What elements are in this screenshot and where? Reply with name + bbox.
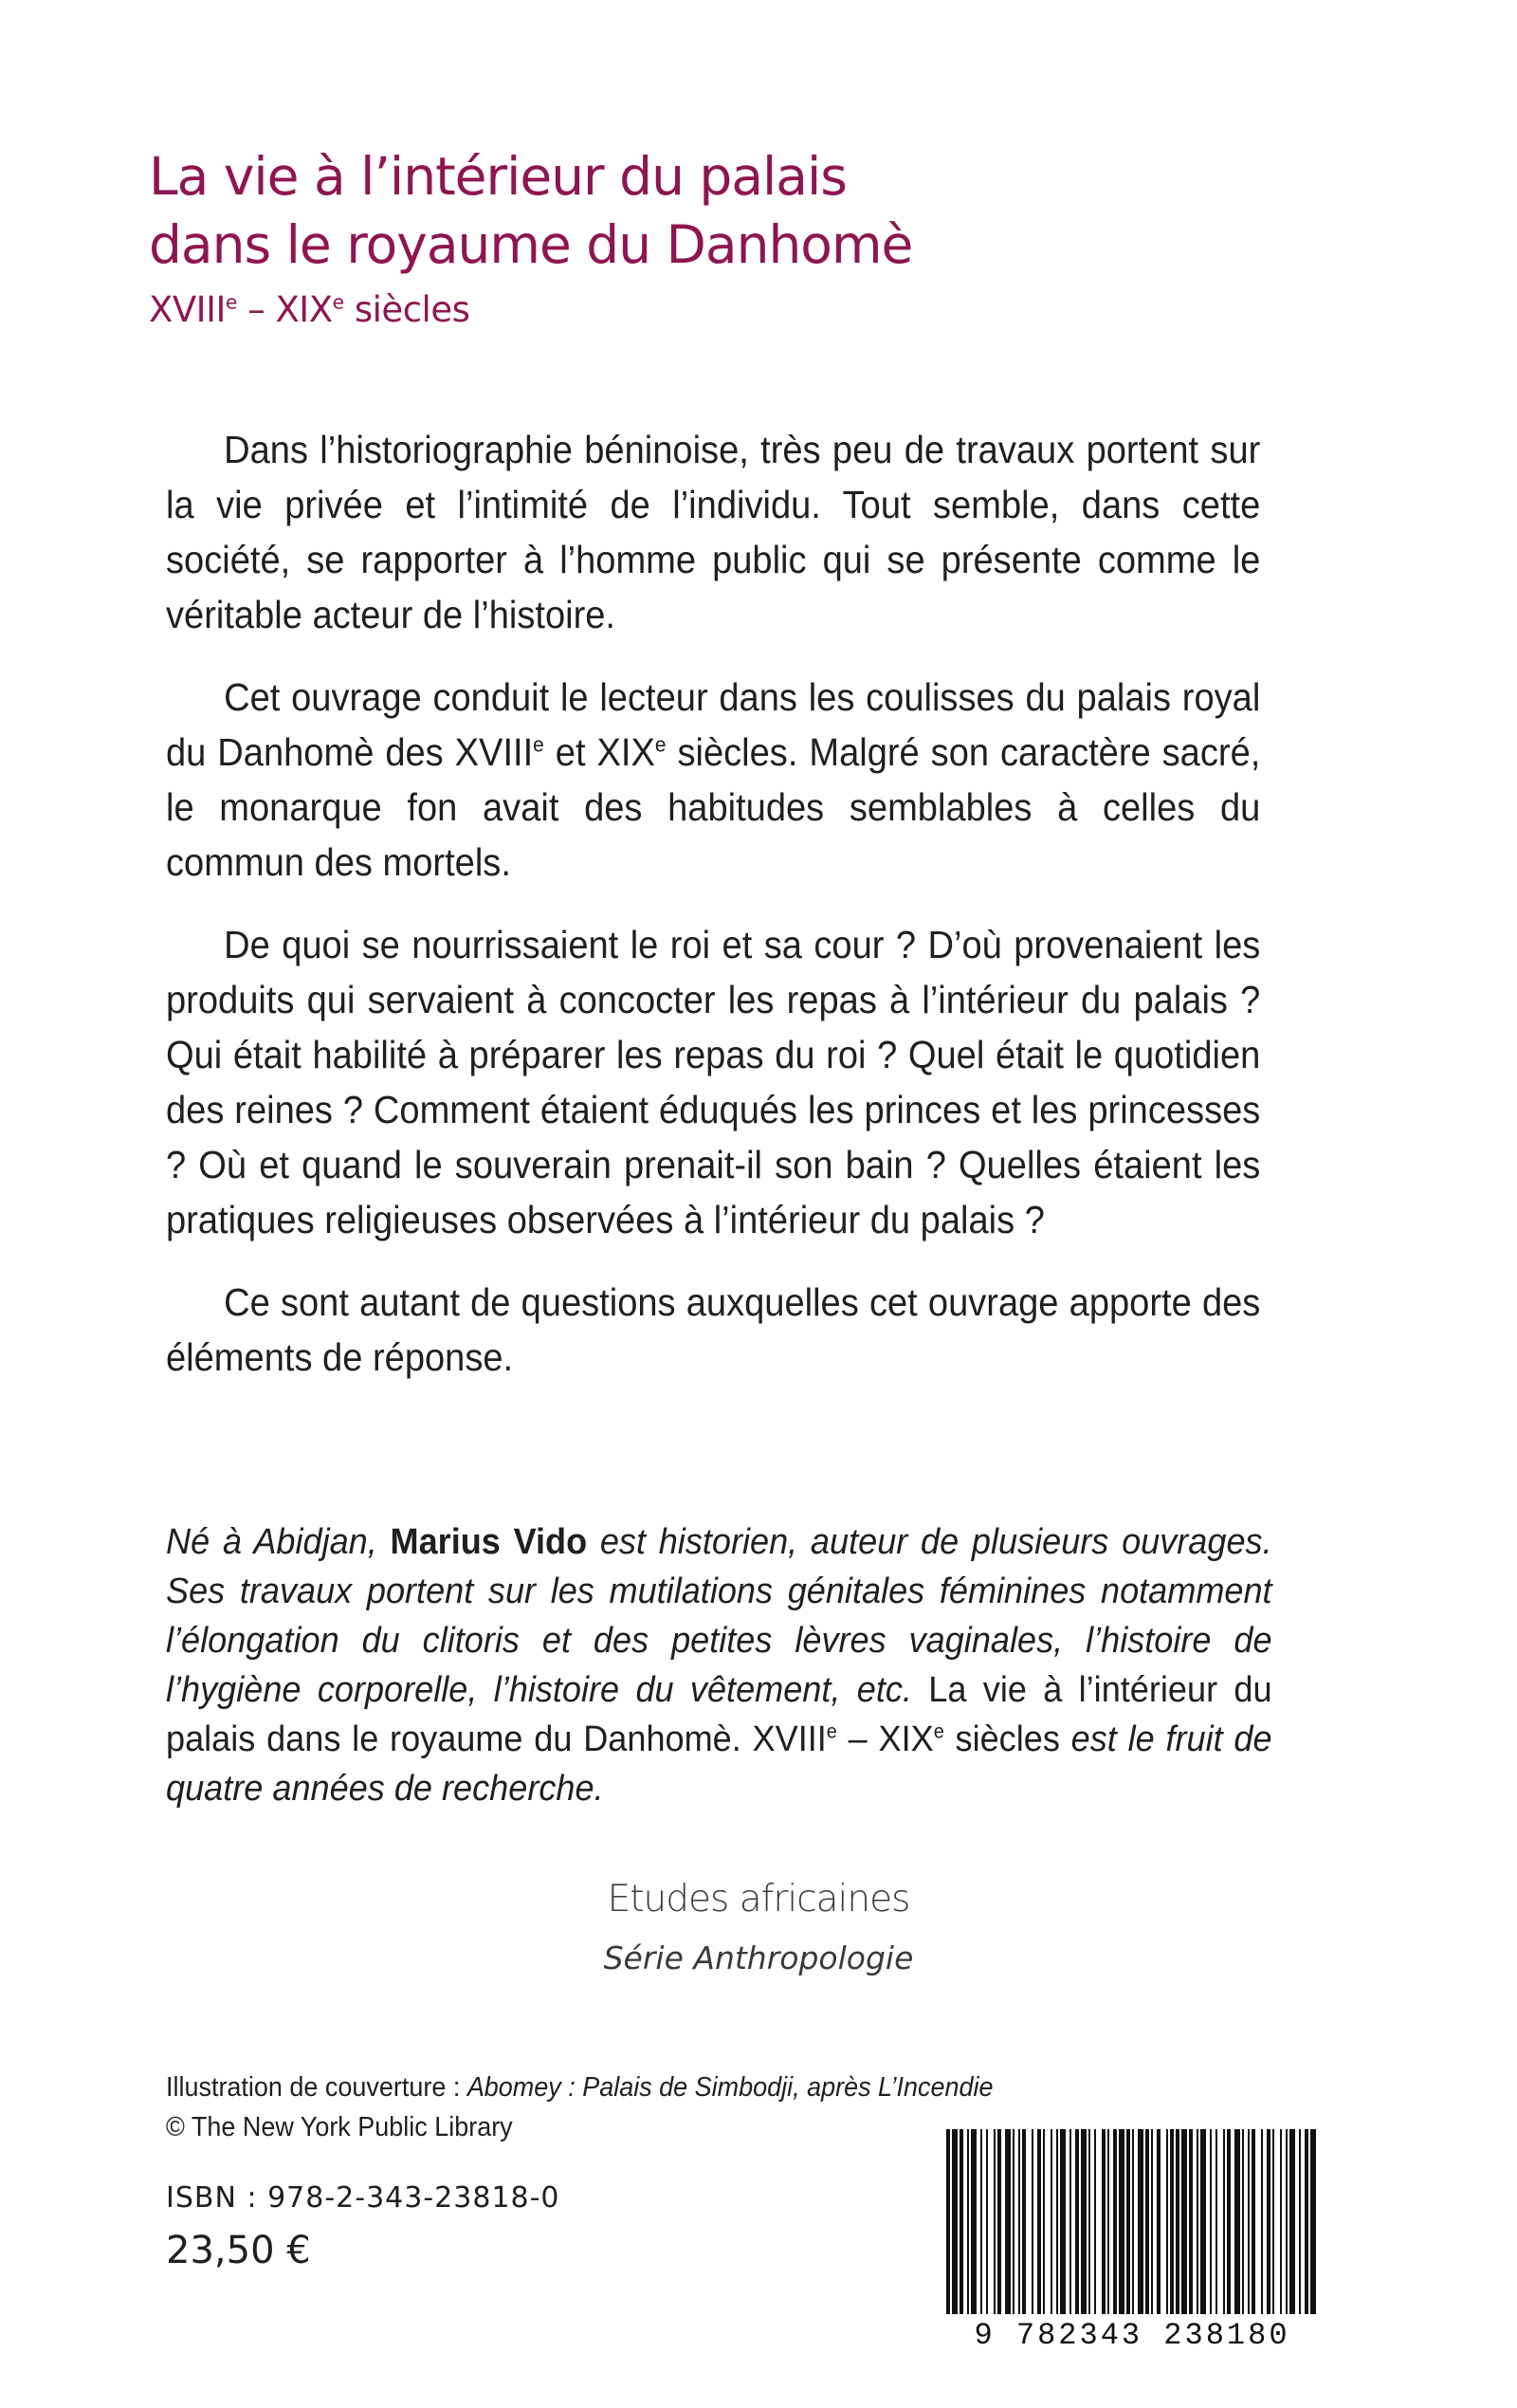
barcode-bar	[971, 2129, 977, 2314]
bio-book-title: La vie à l’intérieur du palais dans le royaume du Danhomè. XVIII	[166, 1670, 1272, 1759]
barcode-bar	[1176, 2129, 1179, 2314]
barcode-bar	[1107, 2129, 1109, 2314]
credit-label: Illustration de couverture :	[166, 2072, 467, 2103]
barcode-bar	[1102, 2129, 1106, 2314]
barcode-bar	[1037, 2129, 1041, 2314]
barcode-bar	[1032, 2129, 1033, 2314]
text-run: et XIX	[543, 730, 655, 774]
barcode-bar	[1113, 2129, 1117, 2314]
superscript: e	[826, 1720, 837, 1743]
blurb-paragraph-4: Ce sont autant de questions auxquelles cet ouvrage apporte des éléments de réponse.	[166, 1280, 1261, 1379]
barcode-bar	[1215, 2129, 1217, 2314]
cover-credits	[166, 2068, 994, 2147]
barcode-bar	[1170, 2129, 1174, 2314]
barcode-bar	[1299, 2129, 1301, 2314]
barcode-bar	[946, 2129, 950, 2314]
barcode-bar	[997, 2129, 1001, 2314]
bio-text: est historien, auteur de plusieurs ouvrages. Ses travaux portent sur les mutilations génitales féminines notamment l’élongation du clitoris et des petites lèvres vaginales, l’histoire de l’hygiène corporelle, l’histoire du vêtement, etc.	[166, 1522, 1272, 1710]
price: 23,50 €	[166, 2229, 311, 2272]
barcode-bar	[1132, 2129, 1134, 2314]
superscript: e	[654, 732, 667, 757]
text-run: Cet ouvrage conduit le lecteur dans les coulisses du palais royal du Danhomè des XVIII	[166, 675, 1261, 774]
barcode-bar	[1138, 2129, 1143, 2314]
barcode-bar	[1272, 2129, 1274, 2314]
barcode-bar	[1227, 2129, 1231, 2314]
barcode-bar	[1189, 2129, 1193, 2314]
barcode-bar	[1248, 2129, 1250, 2314]
barcode-bar	[986, 2129, 988, 2314]
subtitle-part: XVIII	[149, 289, 226, 330]
subtitle-part: – XIX	[236, 289, 333, 330]
barcode-bar	[1069, 2129, 1071, 2314]
subtitle-part: siècles	[343, 289, 470, 330]
bio-text: est le fruit de quatre années de recherche.	[166, 1719, 1272, 1809]
illustration-credit	[166, 2068, 994, 2107]
barcode-bar	[1200, 2129, 1206, 2314]
barcode-bar	[1013, 2129, 1014, 2314]
barcode-bar	[1210, 2129, 1212, 2314]
barcode-bar	[1286, 2129, 1288, 2314]
barcode-bar	[1242, 2129, 1244, 2314]
bio-book-title: – XIX	[836, 1719, 934, 1759]
barcode-bar	[1126, 2129, 1130, 2314]
barcode-bar	[1119, 2129, 1124, 2314]
barcode-bar	[980, 2129, 982, 2314]
book-subtitle	[149, 289, 469, 330]
barcode-bar	[1234, 2129, 1240, 2314]
blurb-paragraph-2	[166, 670, 1260, 890]
barcode-bar	[952, 2129, 958, 2314]
barcode-bar	[1157, 2129, 1161, 2314]
blurb-paragraph-1: Dans l’historiographie béninoise, très peu de travaux portent sur la vie privée et l’intimité de l’individu. Tout semble, dans cette société, se rapporter à l’homme public qui se présente comme le véritable acteur de l’histoire.	[166, 428, 1261, 636]
barcode-bar	[1305, 2129, 1308, 2314]
barcode-bar	[1081, 2129, 1087, 2314]
barcode-bar	[1181, 2129, 1187, 2314]
barcode-bar	[1075, 2129, 1079, 2314]
barcode-bar	[1145, 2129, 1149, 2314]
bio-book-title: siècles	[943, 1719, 1060, 1759]
barcode-bar	[1252, 2129, 1255, 2314]
barcode-bars	[937, 2129, 1327, 2314]
isbn: ISBN : 978-2-343-23818-0	[166, 2181, 560, 2215]
book-title	[149, 142, 1381, 279]
barcode-bar	[994, 2129, 996, 2314]
copyright-line: © The New York Public Library	[166, 2112, 513, 2142]
author-name: Marius Vido	[390, 1522, 588, 1562]
barcode-bar	[1261, 2129, 1263, 2314]
barcode-bar	[1197, 2129, 1198, 2314]
barcode-bar	[1280, 2129, 1282, 2314]
credit-illustration: Abomey : Palais de Simbodji, après L’Incendie	[466, 2072, 994, 2103]
barcode	[937, 2129, 1327, 2314]
barcode-bar	[1094, 2129, 1096, 2314]
barcode-bar	[1051, 2129, 1052, 2314]
barcode-bar	[1060, 2129, 1066, 2314]
barcode-bar	[1005, 2129, 1011, 2314]
bio-text: Né à Abidjan,	[166, 1522, 391, 1562]
barcode-bar	[1267, 2129, 1270, 2314]
title-line-1: La vie à l’intérieur du palais	[149, 146, 847, 207]
barcode-bar	[1018, 2129, 1020, 2314]
collection-block	[0, 1878, 1517, 1976]
blurb-paragraph-3: De quoi se nourrissaient le roi et sa cour ? D’où provenaient les produits qui servaient à concocter les repas à l’intérieur du palais ? Qui était habilité à préparer les repas du roi ? Quel était le quotidien des reines ? Comment étaient éduqués les princes et les princesses ? Où et quand le souverain prenait-il son bain ? Quelles étaient les pratiques religieuses observées à l’intérieur du palais ?	[166, 923, 1261, 1241]
barcode-bar	[960, 2129, 963, 2314]
barcode-bar	[1289, 2129, 1295, 2314]
barcode-bar	[1043, 2129, 1045, 2314]
barcode-bar	[1310, 2129, 1316, 2314]
author-bio	[166, 1517, 1272, 1813]
barcode-bar	[1088, 2129, 1090, 2314]
barcode-bar	[967, 2129, 969, 2314]
superscript: e	[533, 732, 544, 757]
title-line-2: dans le royaume du Danhomè	[149, 214, 913, 275]
barcode-bar	[1056, 2129, 1058, 2314]
collection-name: Etudes africaines	[607, 1878, 910, 1921]
blurb	[166, 422, 1260, 1412]
subtitle-sup: e	[332, 290, 344, 314]
barcode-bar	[1151, 2129, 1153, 2314]
subtitle-sup: e	[225, 290, 237, 314]
text-run: siècles. Malgré son caractère sacré, le monarque fon avait des habitudes semblables à celles du commun des mortels.	[166, 730, 1261, 884]
barcode-bar	[1166, 2129, 1168, 2314]
barcode-bar	[1022, 2129, 1026, 2314]
collection-series: Série Anthropologie	[603, 1939, 914, 1976]
barcode-bar	[1223, 2129, 1225, 2314]
barcode-digits: 9 782343 238180	[974, 2318, 1290, 2353]
superscript: e	[933, 1720, 944, 1743]
